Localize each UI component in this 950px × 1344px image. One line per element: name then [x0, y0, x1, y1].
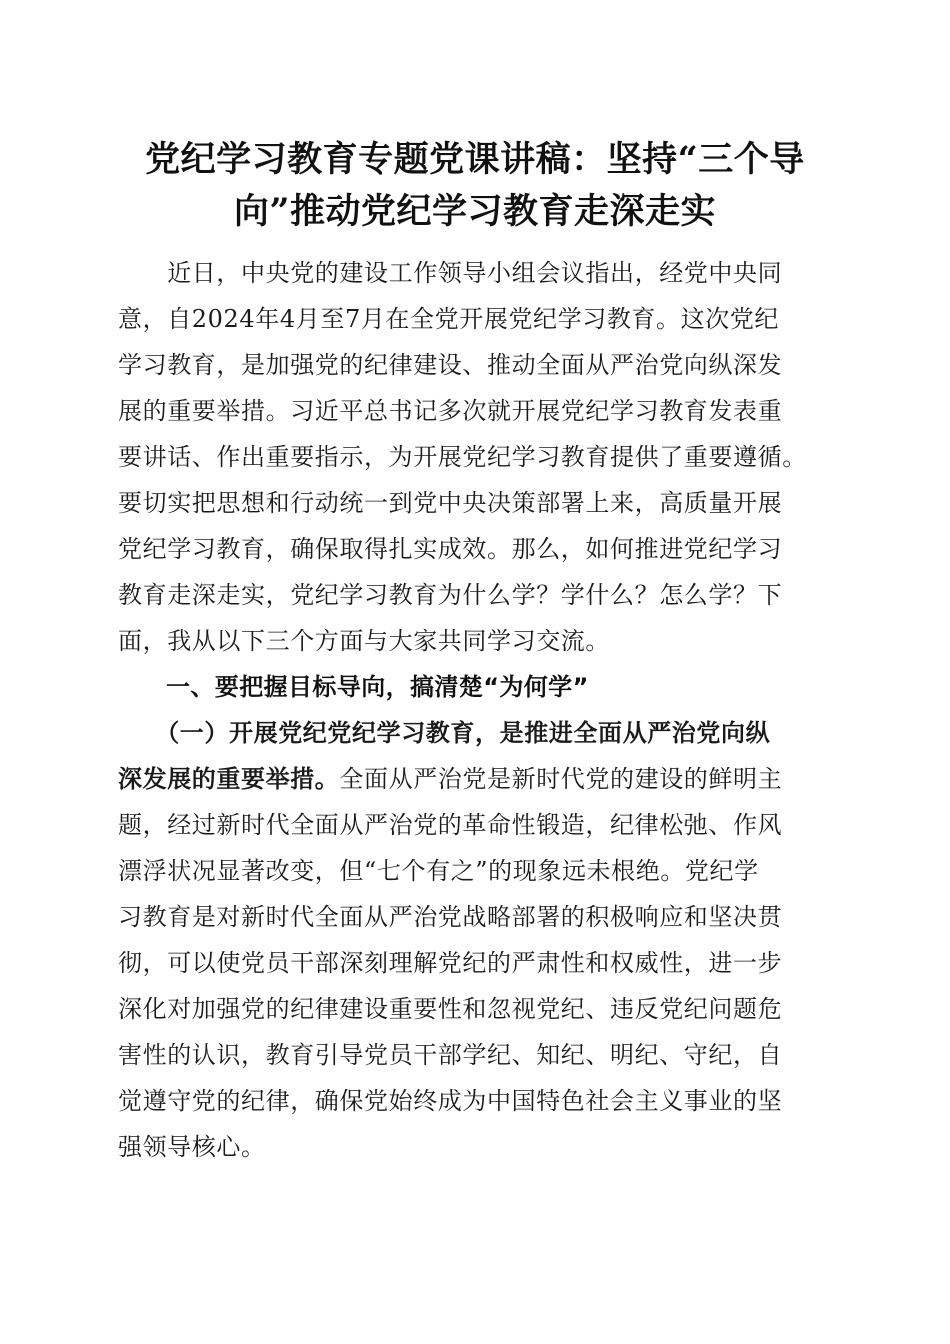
- paragraph-line: 教育走深走实，党纪学习教育为什么学？学什么？怎么学？下: [118, 581, 783, 609]
- paragraph-line: 题，经过新时代全面从严治党的革命性锻造，纪律松弛、作风: [118, 811, 783, 839]
- section-heading-1: 一、要把握目标导向，搞清楚“为何学”: [166, 673, 589, 701]
- paragraph-line: 学习教育，是加强党的纪律建设、推动全面从严治党向纵深发: [118, 351, 783, 379]
- intro-paragraph: [118, 250, 838, 664]
- paragraph-line: 习教育是对新时代全面从严治党战略部署的积极响应和坚决贯: [118, 903, 783, 931]
- paragraph-line: [118, 756, 838, 802]
- paragraph-line: 近日，中央党的建设工作领导小组会议指出，经党中央同: [118, 259, 783, 287]
- paragraph-line: 彻，可以使党员干部深刻理解党纪的严肃性和权威性，进一步: [118, 949, 783, 977]
- document-title-line-2: 向”推动党纪学习教育走深走实: [233, 191, 717, 232]
- paragraph-line: 要讲话、作出重要指示，为开展党纪学习教育提供了重要遵循。: [118, 443, 807, 471]
- paragraph-line: 面，我从以下三个方面与大家共同学习交流。: [118, 627, 610, 655]
- paragraph-line: 觉遵守党的纪律，确保党始终成为中国特色社会主义事业的坚: [118, 1087, 783, 1115]
- subsection-paragraph-1: [118, 710, 838, 1170]
- subsection-lead-line: （一）开展党纪党纪学习教育，是推进全面从严治党向纵: [118, 719, 771, 747]
- paragraph-line: 要切实把思想和行动统一到党中央决策部署上来，高质量开展: [118, 489, 783, 517]
- document-title-line-1: 党纪学习教育专题党课讲稿：坚持“三个导: [145, 139, 805, 180]
- paragraph-line: 党纪学习教育，确保取得扎实成效。那么，如何推进党纪学习: [118, 535, 783, 563]
- paragraph-line: 害性的认识，教育引导党员干部学纪、知纪、明纪、守纪，自: [118, 1041, 783, 1069]
- paragraph-line: 深化对加强党的纪律建设重要性和忽视党纪、违反党纪问题危: [118, 995, 783, 1023]
- paragraph-line: 意，自2024年4月至7月在全党开展党纪学习教育。这次党纪: [118, 305, 780, 333]
- paragraph-line: 漂浮状况显著改变，但“七个有之”的现象远未根绝。党纪学: [118, 857, 759, 885]
- subsection-lead-end: 深发展的重要举措。: [118, 765, 340, 793]
- paragraph-line-rest: 全面从严治党是新时代党的建设的鲜明主: [339, 765, 783, 793]
- paragraph-line: 展的重要举措。习近平总书记多次就开展党纪学习教育发表重: [118, 397, 783, 425]
- paragraph-line: 强领导核心。: [118, 1133, 266, 1161]
